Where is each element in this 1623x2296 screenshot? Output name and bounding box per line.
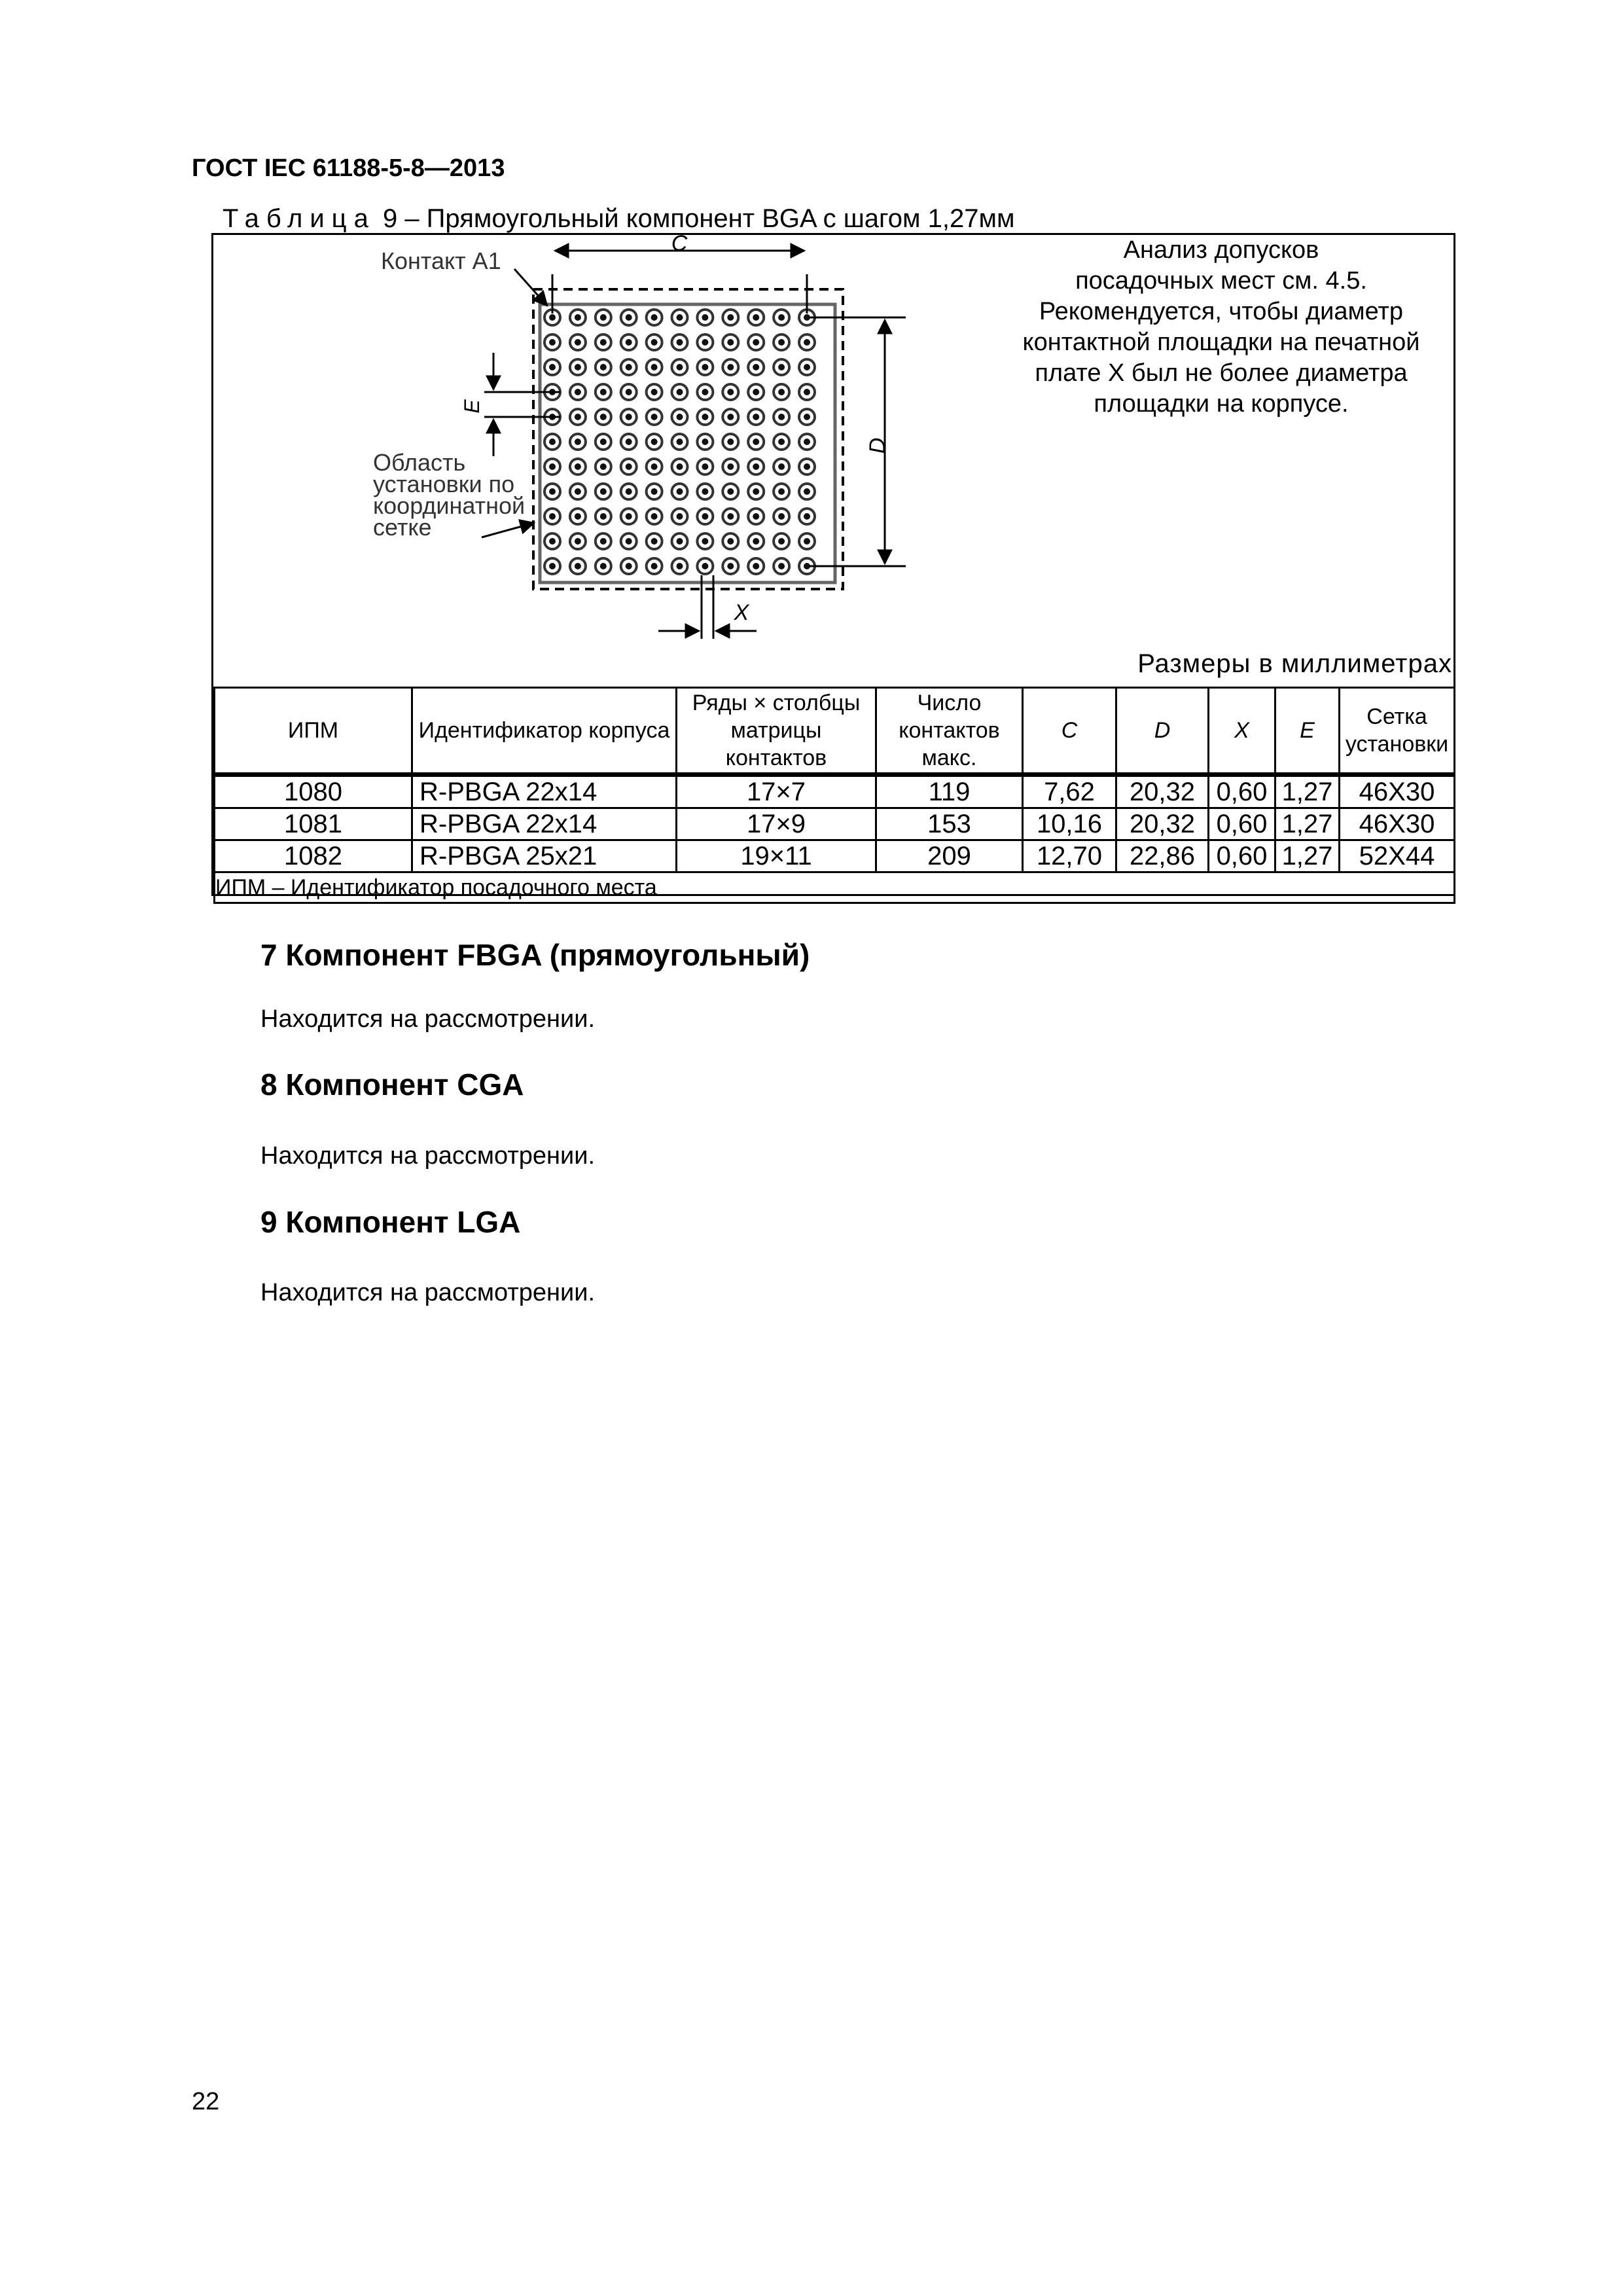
pad-center [549,364,556,370]
pad-center [727,538,734,545]
pad-center [651,538,658,545]
pad-center [600,414,607,420]
table-cell: 22,86 [1116,840,1209,872]
pad-center [575,364,581,370]
page-number: 22 [192,2088,220,2115]
pad-center [778,314,785,321]
pad-center [727,439,734,445]
pad-center [626,439,632,445]
pad-matrix [544,310,815,574]
pad-center [727,488,734,495]
pad-center [677,314,683,321]
pad-center [651,488,658,495]
pad-center [626,463,632,470]
pad-center [600,563,607,569]
pad-center [600,364,607,370]
header-cell: Ряды × столбцы матрицы контактов [677,688,876,775]
table-cell: R-PBGA 22x14 [412,775,677,808]
pad-center [626,389,632,395]
table-cell: 17×7 [677,775,876,808]
pad-center [677,488,683,495]
pad-center [626,488,632,495]
pad-center [753,314,759,321]
pad-center [778,563,785,569]
pad-center [651,414,658,420]
table-cell: 52X44 [1340,840,1455,872]
table-cell: 0,60 [1209,775,1275,808]
pad-center [702,463,708,470]
pad-center [575,563,581,569]
pad-center [753,463,759,470]
pad-center [575,488,581,495]
table-cell: R-PBGA 22x14 [412,808,677,840]
pad-center [626,563,632,569]
mount-area-label-3: координатной [373,492,526,519]
dim-e-label: E [460,399,484,414]
table-cell: R-PBGA 25x21 [412,840,677,872]
table-cell: 0,60 [1209,808,1275,840]
table-cell: 46X30 [1340,808,1455,840]
pad-center [626,513,632,520]
pad-center [600,488,607,495]
pad-center [778,414,785,420]
table-cell: 7,62 [1023,775,1116,808]
pad-center [778,513,785,520]
pad-center [549,463,556,470]
contact-a1-label: Контакт A1 [381,247,501,274]
pad-center [575,439,581,445]
note-line: плате X был не более диаметра [1035,359,1408,387]
pad-center [626,538,632,545]
table-cell: 1081 [215,808,412,840]
pad-center [677,563,683,569]
pad-center [677,364,683,370]
pad-center [677,513,683,520]
section-8-heading: 8 Компонент CGA [260,1067,524,1102]
pad-center [651,439,658,445]
note-line: посадочных мест см. 4.5. [1075,267,1367,295]
pad-center [651,364,658,370]
table-row [215,808,1455,840]
pad-center [702,364,708,370]
pad-center [804,513,810,520]
header-cell: Сетка установки [1340,688,1455,775]
section-7-text: Находится на рассмотрении. [260,1005,595,1033]
table-cell: 153 [876,808,1023,840]
pad-center [626,414,632,420]
pad-center [677,414,683,420]
pad-center [651,314,658,321]
dim-d-label: D [865,437,890,454]
table-cell: 10,16 [1023,808,1116,840]
pad-center [626,364,632,370]
header-cell: C [1023,688,1116,775]
note-line: Рекомендуется, чтобы диаметр [1039,298,1404,325]
table-cell: 20,32 [1116,775,1209,808]
table-cell: 1,27 [1275,808,1340,840]
pad-center [549,339,556,346]
pad-center [753,364,759,370]
pad-center [651,513,658,520]
pad-center [651,389,658,395]
table-row [215,840,1455,872]
note-line: Анализ допусков [1123,236,1319,264]
pad-center [753,339,759,346]
dimensions-note: Размеры в миллиметрах [1137,649,1452,678]
pad-center [727,389,734,395]
table-cell: 46X30 [1340,775,1455,808]
pad-center [600,538,607,545]
document-header: ГОСТ IEC 61188-5-8—2013 [192,154,505,182]
pad-center [651,463,658,470]
pad-center [549,513,556,520]
pad-center [727,364,734,370]
table-caption-text: 9 – Прямоугольный компонент BGA с шагом 1,27мм [375,204,1015,233]
pad-center [727,414,734,420]
pad-center [804,414,810,420]
pad-center [753,538,759,545]
pad-center [804,439,810,445]
pad-center [727,314,734,321]
table-caption-label: Таблица [223,204,376,233]
pad-center [651,563,658,569]
pad-center [677,389,683,395]
dim-x-label: X [734,600,749,625]
pad-center [549,538,556,545]
pad-center [575,513,581,520]
table-caption [223,204,1014,234]
table-footnote: ИПМ – Идентификатор посадочного места [215,872,1455,903]
table-cell: 12,70 [1023,840,1116,872]
table-cell: 17×9 [677,808,876,840]
table-9 [211,233,1455,900]
pad-center [753,513,759,520]
table-cell: 19×11 [677,840,876,872]
pad-center [626,339,632,346]
table-header-row [215,688,1455,775]
pad-center [549,314,556,321]
header-cell: X [1209,688,1275,775]
data-table [213,687,1455,904]
mount-area-label-4: сетке [373,514,432,541]
mount-area-label-1: Область [373,449,466,476]
section-9-text: Находится на рассмотрении. [260,1279,595,1306]
pad-center [778,389,785,395]
header-cell: Число контактов макс. [876,688,1023,775]
pad-center [549,563,556,569]
bga-figure-area [213,235,1454,687]
pad-center [804,538,810,545]
pad-center [600,463,607,470]
mount-area-label-2: установки по [373,471,515,497]
pad-center [575,389,581,395]
pad-center [778,463,785,470]
pad-center [702,488,708,495]
pad-center [575,339,581,346]
pad-center [702,314,708,321]
pad-center [753,389,759,395]
pad-center [677,439,683,445]
table-cell: 1082 [215,840,412,872]
table-cell: 119 [876,775,1023,808]
pad-center [778,439,785,445]
header-cell: D [1116,688,1209,775]
pad-center [727,339,734,346]
pad-center [677,339,683,346]
pad-center [677,538,683,545]
pad-center [549,439,556,445]
pad-center [575,538,581,545]
pad-center [702,389,708,395]
header-cell: E [1275,688,1340,775]
pad-center [626,314,632,321]
pad-center [575,463,581,470]
pad-center [702,538,708,545]
table-cell: 209 [876,840,1023,872]
pad-center [702,439,708,445]
pad-center [702,513,708,520]
pad-center [575,414,581,420]
pad-center [600,439,607,445]
pad-center [727,563,734,569]
pad-center [727,513,734,520]
section-7-heading: 7 Компонент FBGA (прямоугольный) [260,938,810,972]
pad-center [804,488,810,495]
pad-center [702,563,708,569]
header-cell: ИПМ [215,688,412,775]
pad-center [753,439,759,445]
section-8-text: Находится на рассмотрении. [260,1142,595,1170]
tolerance-note [992,235,1450,420]
pad-center [753,563,759,569]
header-cell: Идентификатор корпуса [412,688,677,775]
pad-center [600,314,607,321]
table-row [215,775,1455,808]
pad-center [753,488,759,495]
pad-center [778,339,785,346]
pad-center [727,463,734,470]
dim-c-label: C [671,235,688,256]
pad-center [549,488,556,495]
table-cell: 1,27 [1275,775,1340,808]
pad-center [804,364,810,370]
pad-center [702,339,708,346]
pad-center [778,488,785,495]
pad-center [778,364,785,370]
note-line: площадки на корпусе. [1094,390,1349,418]
table-footnote-row [215,872,1455,903]
pad-center [778,538,785,545]
pad-center [677,463,683,470]
note-line: контактной площадки на печатной [1022,329,1420,356]
pad-center [804,339,810,346]
pad-center [702,414,708,420]
table-cell: 0,60 [1209,840,1275,872]
table-cell: 20,32 [1116,808,1209,840]
section-9-heading: 9 Компонент LGA [260,1205,521,1239]
pad-center [600,513,607,520]
pad-center [804,463,810,470]
pad-center [651,339,658,346]
pad-center [575,314,581,321]
pad-center [804,389,810,395]
pad-center [600,389,607,395]
pad-center [753,414,759,420]
pad-center [600,339,607,346]
table-cell: 1080 [215,775,412,808]
table-cell: 1,27 [1275,840,1340,872]
